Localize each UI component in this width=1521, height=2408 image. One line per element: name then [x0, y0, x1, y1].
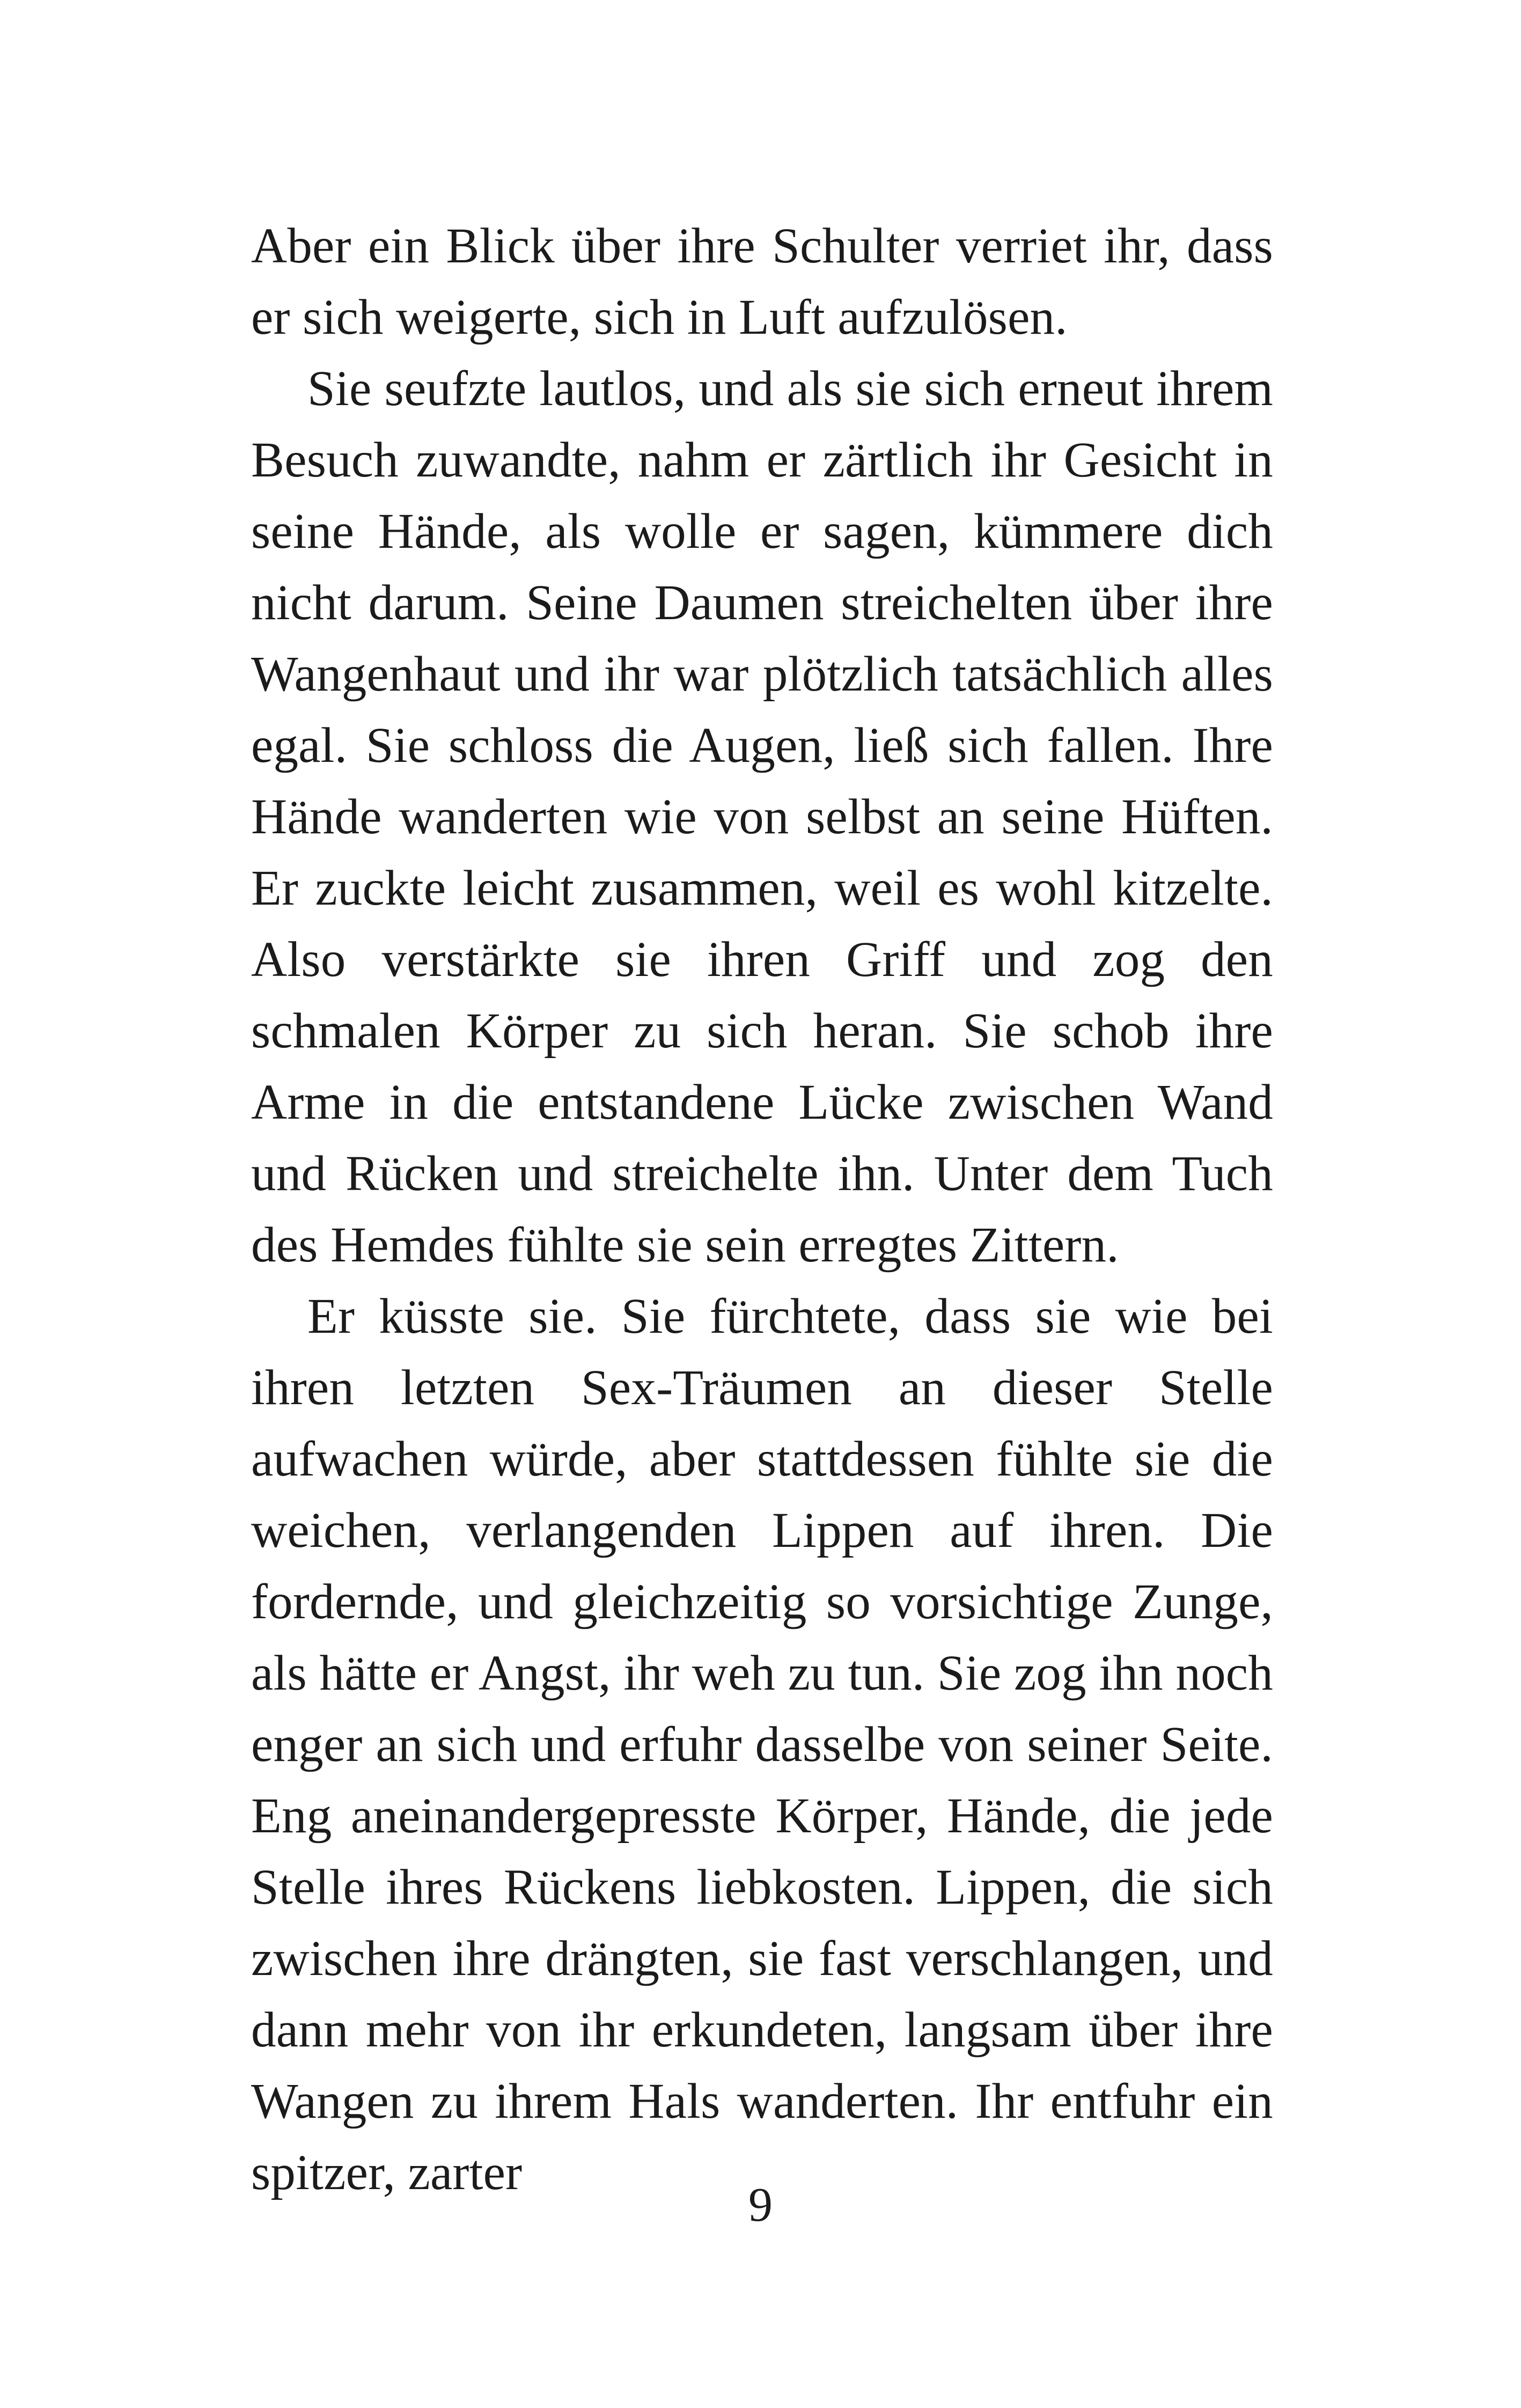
paragraph: Sie seufzte lautlos, und als sie sich erneut ihrem Besuch zuwandte, nahm er zärtlich ihr Gesicht in seine Hände, als wolle er sagen, kümmere dich nicht darum. Seine Daumen streichelten über ihre Wangenhaut und ihr war plötzlich tatsächlich alles egal. Sie schloss die Augen, ließ sich fallen. Ihre Hände wanderten wie von selbst an seine Hüften. Er zuckte leicht zusammen, weil es wohl kitzelte. Also verstärkte sie ihren Griff und zog den schmalen Körper zu sich heran. Sie schob ihre Arme in die entstandene Lücke zwischen Wand und Rücken und streichelte ihn. Unter dem Tuch des Hemdes fühlte sie sein erregtes Zittern.: [251, 361, 1273, 1273]
body-text: [251, 210, 1273, 2208]
paragraph: Er küsste sie. Sie fürchtete, dass sie wie bei ihren letzten Sex-Träumen an dieser Stelle aufwachen würde, aber stattdessen fühlte sie die weichen, verlangenden Lippen auf ihren. Die fordernde, und gleichzeitig so vorsichtige Zunge, als hätte er Angst, ihr weh zu tun. Sie zog ihn noch enger an sich und erfuhr dasselbe von seiner Seite. Eng aneinandergepresste Körper, Hände, die jede Stelle ihres Rückens liebkosten. Lippen, die sich zwischen ihre drängten, sie fast verschlangen, und dann mehr von ihr erkundeten, langsam über ihre Wangen zu ihrem Hals wanderten. Ihr entfuhr ein spitzer, zarter: [251, 1289, 1273, 2200]
paragraph: Aber ein Blick über ihre Schulter verriet ihr, dass er sich weigerte, sich in Luft aufzulösen.: [251, 218, 1273, 345]
page-number: 9: [748, 2178, 773, 2231]
